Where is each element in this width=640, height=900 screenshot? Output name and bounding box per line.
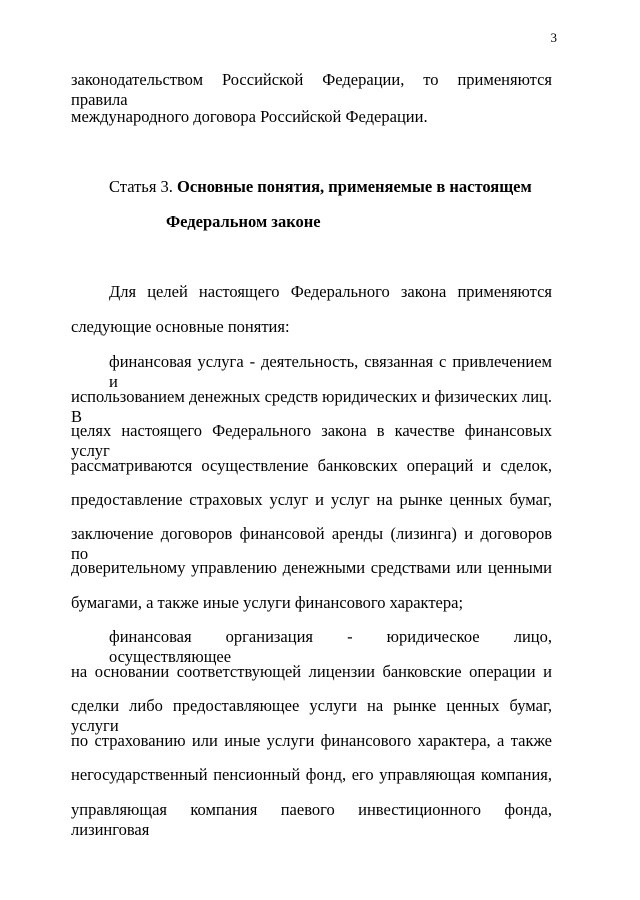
text-line: предоставление страховых услуг и услуг на рынке ценных бумаг, <box>71 490 552 509</box>
article-title-line-2: Федеральном законе <box>166 212 321 231</box>
text-line: по страхованию или иные услуги финансового характера, а также <box>71 731 552 750</box>
text-line: следующие основные понятия: <box>71 317 290 336</box>
text-line: доверительному управлению денежными средствами или ценными <box>71 558 552 577</box>
text-line: использованием денежных средств юридических и физических лиц. В <box>71 387 552 426</box>
text-line: международного договора Российской Федерации. <box>71 107 428 126</box>
article-title-line-1: Основные понятия, применяемые в настоящем <box>177 177 532 196</box>
text-line: заключение договоров финансовой аренды (лизинга) и договоров по <box>71 524 552 563</box>
text-line: Для целей настоящего Федерального закона применяются <box>109 282 552 301</box>
text-line: на основании соответствующей лицензии банковские операции и <box>71 662 552 681</box>
text-line: рассматриваются осуществление банковских операций и сделок, <box>71 456 552 475</box>
text-line: негосударственный пенсионный фонд, его управляющая компания, <box>71 765 552 784</box>
text-line: целях настоящего Федерального закона в качестве финансовых услуг <box>71 421 552 460</box>
text-line: законодательством Российской Федерации, то применяются правила <box>71 70 552 109</box>
page-number: 3 <box>550 30 557 45</box>
text-line: финансовая организация - юридическое лицо, осуществляющее <box>109 627 552 666</box>
text-line: управляющая компания паевого инвестиционного фонда, лизинговая <box>71 800 552 839</box>
article-number: Статья 3. <box>109 177 178 196</box>
article-heading <box>109 177 532 197</box>
text-line: сделки либо предоставляющее услуги на рынке ценных бумаг, услуги <box>71 696 552 735</box>
text-line: бумагами, а также иные услуги финансового характера; <box>71 593 464 612</box>
text-line: финансовая услуга - деятельность, связанная с привлечением и <box>109 352 552 391</box>
